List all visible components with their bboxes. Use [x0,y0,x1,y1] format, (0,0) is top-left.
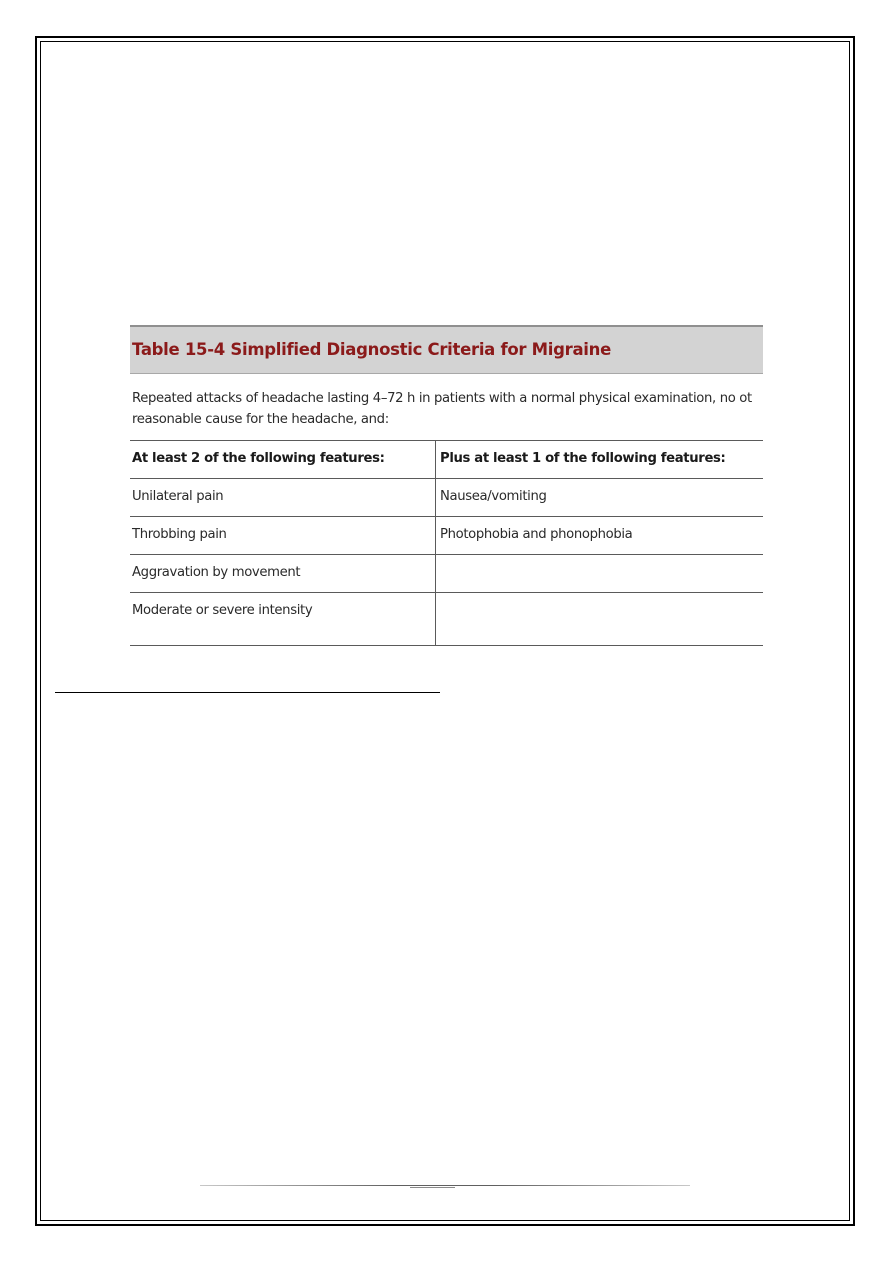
table-intro-line-1: Repeated attacks of headache lasting 4–72 h in patients with a normal physical examination, no ot [132,391,752,406]
table-cell [435,555,763,593]
table-intro [132,388,763,430]
table-cell: Unilateral pain [132,489,224,504]
table-cell [435,593,763,646]
table-header-cell: At least 2 of the following features: [132,451,385,466]
table-bottom-rule [130,645,763,646]
table-row [130,592,763,646]
table-title: Table 15-4 Simplified Diagnostic Criteria for Migraine [132,340,612,359]
table-title-bar [130,325,763,374]
table-row [130,516,763,555]
table-header-cell: Plus at least 1 of the following features: [435,441,763,479]
table-cell: Nausea/vomiting [435,479,763,517]
footnote-separator [55,692,440,693]
table-cell: Throbbing pain [132,527,227,542]
footer-rule-mark [410,1187,455,1188]
table-cell: Aggravation by movement [132,565,301,580]
table-row [130,478,763,517]
migraine-criteria-table [130,325,763,648]
table-cell: Moderate or severe intensity [132,603,313,618]
table-header-row [130,440,763,479]
table-row [130,554,763,593]
footer-rule [200,1185,690,1186]
table-cell: Photophobia and phonophobia [435,517,763,555]
table-intro-line-2: reasonable cause for the headache, and: [132,412,389,427]
